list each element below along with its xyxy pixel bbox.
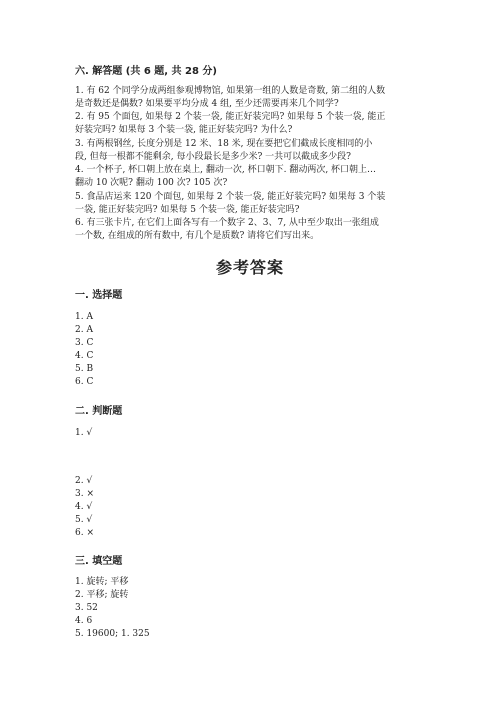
answer-judge-3: 3. × bbox=[75, 489, 94, 499]
answer-fill-2: 2. 平移; 旋转 bbox=[75, 590, 129, 600]
q6-line-1: 6. 有三张卡片, 在它们上面各写有一个数字 2、3、7, 从中至少取出一张组成 bbox=[75, 218, 379, 228]
q5-line-1: 5. 食品店运来 120 个面包, 如果每 2 个装一袋, 能正好装完吗? 如果每 3 个装 bbox=[75, 192, 386, 202]
q1-line-1: 1. 有 62 个同学分成两组参观博物馆, 如果第一组的人数是奇数, 第二组的人数 bbox=[75, 86, 386, 96]
answer-fill-4: 4. 6 bbox=[75, 616, 93, 626]
answers-section-1-title: 一. 选择题 bbox=[75, 290, 123, 301]
answer-choice-5: 5. B bbox=[75, 364, 94, 374]
answer-judge-1: 1. √ bbox=[75, 428, 93, 438]
q5-line-2: 一袋, 能正好装完吗? 如果每 5 个装一袋, 能正好装完吗? bbox=[75, 205, 300, 215]
q1-line-2: 是奇数还是偶数? 如果要平均分成 4 组, 至少还需要再来几个同学? bbox=[75, 99, 339, 109]
q3-line-2: 段, 但每一根都不能剩余, 每小段最长是多少米? 一共可以截成多少段? bbox=[75, 152, 351, 162]
answer-judge-5: 5. √ bbox=[75, 515, 93, 525]
section-6-title: 六. 解答题 (共 6 题, 共 28 分) bbox=[75, 66, 217, 77]
answer-fill-5: 5. 19600; 1. 325 bbox=[75, 629, 150, 639]
answer-judge-6: 6. × bbox=[75, 528, 94, 538]
answer-choice-6: 6. C bbox=[75, 377, 94, 387]
answer-choice-4: 4. C bbox=[75, 351, 94, 361]
answer-fill-1: 1. 旋转; 平移 bbox=[75, 577, 129, 587]
q4-line-2: 翻动 10 次呢? 翻动 100 次? 105 次? bbox=[75, 178, 228, 188]
answer-judge-4: 4. √ bbox=[75, 502, 93, 512]
q2-line-2: 好装完吗? 如果每 3 个装一袋, 能正好装完吗? 为什么? bbox=[75, 125, 293, 135]
answers-section-2-title: 二. 判断题 bbox=[75, 406, 123, 417]
q2-line-1: 2. 有 95 个面包, 如果每 2 个装一袋, 能正好装完吗? 如果每 5 个装一袋, 能正 bbox=[75, 112, 386, 122]
answer-judge-2: 2. √ bbox=[75, 476, 93, 486]
q4-line-1: 4. 一个杯子, 杯口朝上放在桌上, 翻动一次, 杯口朝下. 翻动两次, 杯口朝上… bbox=[75, 165, 377, 175]
answer-choice-1: 1. A bbox=[75, 312, 93, 322]
q6-line-2: 一个数, 在组成的所有数中, 有几个是质数? 请将它们写出来。 bbox=[75, 231, 320, 241]
answers-section-3-title: 三. 填空题 bbox=[75, 556, 123, 567]
answers-title: 参考答案 bbox=[215, 258, 284, 277]
answer-choice-3: 3. C bbox=[75, 338, 94, 348]
answer-fill-3: 3. 52 bbox=[75, 603, 98, 613]
q3-line-1: 3. 有两根钢丝, 长度分别是 12 米、18 米, 现在要把它们截成长度相同的小 bbox=[75, 139, 373, 149]
answer-choice-2: 2. A bbox=[75, 325, 93, 335]
